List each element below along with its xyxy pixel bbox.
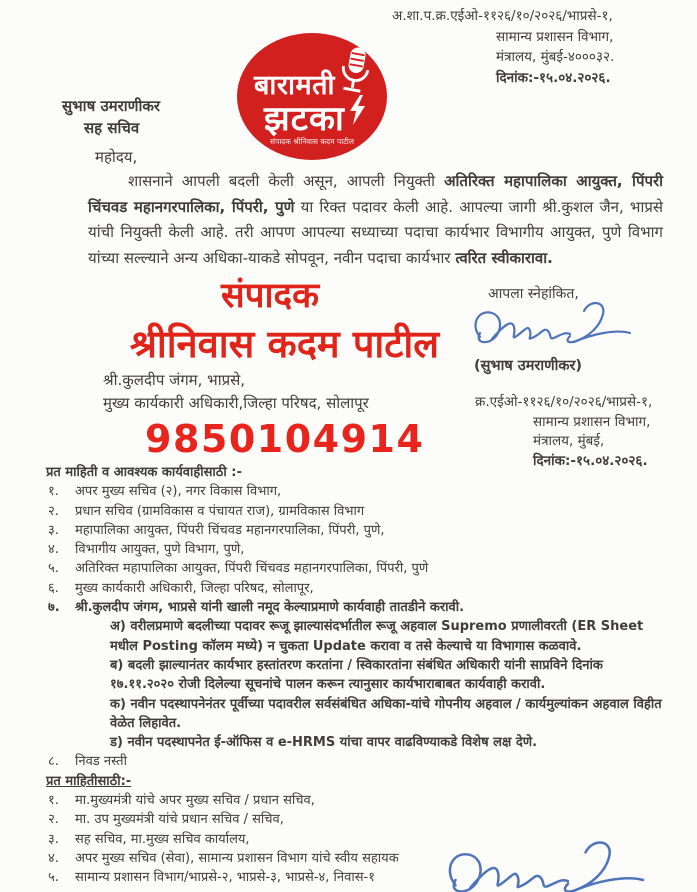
salutation: महोदय, [95, 148, 138, 166]
baramati-zatka-logo [237, 33, 387, 160]
list-item: १. मा.मुख्यमंत्री यांचे अपर मुख्य सचिव / प्रधान सचिव, [48, 793, 315, 809]
addressee-name: श्री.कुलदीप जंगम, भाप्रसे, [103, 371, 246, 389]
list-item: ४. अपर मुख्य सचिव (सेवा), सामान्य प्रशासन विभाग यांचे स्वीय सहायक [48, 850, 399, 866]
body-paragraph [88, 169, 663, 271]
overlay-phone-number: 9850104914 [145, 417, 425, 461]
list-item: ६. मुख्य कार्यकारी अधिकारी, जिल्हा परिषद, सोलापूर, [48, 580, 314, 596]
department-line: सामान्य प्रशासन विभाग, [496, 28, 614, 45]
body-segment-2-bold: अतिरिक्त महापालिका आयुक्त, पिंपरी चिंचवड महानगरपालिका, पिंपरी, पुणे [88, 172, 664, 216]
reference-block-bottom [475, 393, 652, 471]
sender-block [62, 95, 160, 139]
info-list-heading: प्रत माहितीसाठी:- [46, 773, 132, 789]
list-item: १. अपर मुख्य सचिव (२), नगर विकास विभाग, [48, 484, 282, 500]
signatory-name: (सुभाष उमराणीकर) [474, 358, 583, 374]
list-item: ५. अतिरिक्त महापालिका आयुक्त, पिंपरी चिंचवड महानगरपालिका, पिंपरी, पुणे [48, 561, 429, 577]
copy-list-heading: प्रत माहिती व आवश्यक कार्यवाहीसाठी :- [46, 465, 242, 480]
overlay-editor-name: श्रीनिवास कदम पाटील [129, 322, 440, 366]
reference-number: अ.शा.प.क्र.एईओ-११२६/१०/२०२६/भाप्रसे-१, [392, 8, 613, 24]
address-line: मंत्रालय, मुंबई-४०००३२. [496, 49, 615, 65]
signature-scribble [466, 297, 634, 359]
sub-item: ड) नवीन पदस्थापनेत ई-ऑफिस व e-HRMS यांचा वापर वाढविण्याकडे विशेष लक्ष देणे. [110, 735, 538, 751]
reference-block-top [392, 6, 614, 88]
logo-word-2: झटका [264, 99, 345, 139]
lightning-bolt-icon [350, 95, 366, 129]
sender-name: सुभाष उमराणीकर [62, 97, 161, 115]
list-item: ३. महापालिका आयुक्त, पिंपरी चिंचवड महानगरपालिका, पिंपरी, पुणे, [48, 522, 385, 538]
closing-salutation: आपला स्नेहांकित, [488, 286, 579, 302]
sub-item: अ) वरीलप्रमाणे बदलीच्या पदावर रूजू झाल्यासंदर्भातील रूजू अहवाल Supremo प्रणालीवरती (ER Sheet मधील Posting कॉलम मध्ये) न चुकता Update करावा व तसे केल्याचे या विभागास कळवावे. [110, 619, 644, 654]
list-item: २. प्रधान सचिव (ग्रामविकास व पंचायत राज), ग्रामविकास विभाग [48, 503, 365, 519]
body-segment-1: शासनाने आपली बदली केली असून, आपली नियुक्ती [128, 172, 445, 190]
address-line-2: मंत्रालय, मुंबई, [533, 433, 605, 449]
sender-title: सह सचिव [84, 119, 140, 137]
logo-word-1: बारामती [254, 70, 335, 101]
signature-scribble-bottom [438, 835, 648, 892]
addressee-block [103, 369, 369, 415]
distribution-lists [46, 463, 668, 888]
logo-tagline: संपादक श्रीनिवास कदम पाटील [270, 137, 354, 146]
overlay-editor-title: संपादक [220, 276, 320, 316]
body-segment-3: या रिक्त पदावर केली आहे. आपल्या जागी श्री.कुशल जैन, भाप्रसे यांची नियुक्ती केली आहे. तरी आपण आपल्या सध्याच्या पदाचा कार्यभार विभागीय आयुक्त, पुणे विभाग यांच्या सल्ल्याने अन्य अधिका-याकडे सोपवून, नवीन पदाचा कार्यभार [88, 197, 663, 267]
sub-item: ब) बदली झाल्यानंतर कार्यभार हस्तांतरण करतांना / स्विकारतांना संबंधित अधिकारी यांनी साप्रविने दिनांक १७.११.२०२० रोजी दिलेल्या सूचनांचे पालन करून त्यानुसार कार्यभाराबाबत कार्यवाही करावी. [110, 657, 603, 693]
list-item: ८. निवड नस्ती [48, 754, 127, 770]
list-item: २. मा. उप मुख्यमंत्री यांचे प्रधान सचिव / सचिव, [48, 812, 284, 828]
addressee-title: मुख्य कार्यकारी अधिकारी,जिल्हा परिषद, सोलापूर [103, 394, 369, 412]
list-item-bold: ७. श्री.कुलदीप जंगम, भाप्रसे यांनी खाली नमूद केल्याप्रमाणे कार्यवाही तातडीने करावी. [48, 600, 465, 616]
department-line-2: सामान्य प्रशासन विभाग, [533, 413, 651, 430]
sub-item: क) नवीन पदस्थापनेनंतर पूर्वीच्या पदावरील सर्वसंबंधित अधिका-यांचे गोपनीय अहवाल / कार्यमुल्यांकन अहवाल विहीत वेळेत लिहावेत. [110, 696, 662, 731]
body-segment-4-bold: त्वरित स्वीकारावा. [455, 248, 553, 267]
list-item: ४. विभागीय आयुक्त, पुणे विभाग, पुणे, [48, 542, 245, 558]
microphone-icon [332, 42, 379, 102]
date-line: दिनांक:-१५.०४.२०२६. [496, 69, 611, 86]
date-line-2: दिनांक:-१५.०४.२०२६. [533, 452, 648, 469]
reference-number-2: क्र.एईओ-११२६/१०/२०२६/भाप्रसे-१, [475, 394, 653, 410]
list-item: ५. सामान्य प्रशासन विभाग/भाप्रसे-२, भाप्रसे-३, भाप्रसे-४, निवास-१ [48, 870, 375, 886]
list-item: ३. सह सचिव, मा.मुख्य सचिव कार्यालय, [48, 831, 250, 847]
